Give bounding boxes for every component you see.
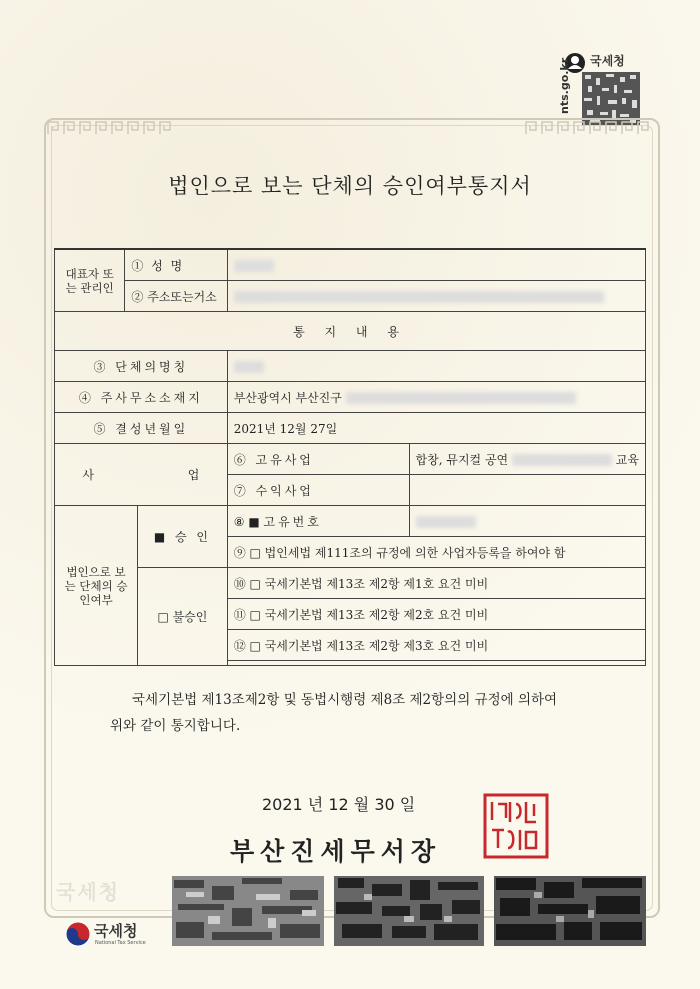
notice-heading: 통 지 내 용 (55, 312, 646, 351)
item8-value (409, 506, 645, 537)
footer-watermark: 국세청 (56, 880, 120, 904)
name-value (227, 249, 645, 281)
form-row-address (55, 281, 646, 312)
unique-business-text-end: 교육 (615, 452, 639, 467)
established-label: ⑤ 결성년월일 (55, 413, 228, 444)
form-row-established (55, 413, 646, 444)
meander-ornament-right (524, 120, 654, 136)
form-row-approval-10 (55, 568, 646, 599)
office-label: ④ 주사무소소재지 (55, 382, 228, 413)
approval-group-label: 법인으로 보는 단체의 승인여부 (55, 506, 138, 666)
item8-number: ⑧ (233, 514, 245, 529)
form-row-notice-heading (55, 312, 646, 351)
office-value (227, 382, 645, 413)
approval-spacer (227, 661, 645, 666)
item12: ⑫ □ 국세기본법 제13조 제2항 제3호 요건 미비 (227, 630, 645, 661)
form-row-office (55, 382, 646, 413)
unique-business-label: ⑥ 고유사업 (227, 444, 409, 475)
name-label: ① 성 명 (125, 249, 227, 281)
nts-logo-header (560, 48, 680, 126)
item8-label-cell (227, 506, 409, 537)
form-row-entity-name (55, 351, 646, 382)
tax-office-name: 부산진세무서장 (230, 837, 442, 866)
footer-agency-name: 국세청 (94, 922, 138, 940)
form-row-name (55, 249, 646, 281)
item8-label: 고유번호 (263, 514, 322, 529)
body-text (110, 687, 630, 739)
item11: ⑪ □ 국세기본법 제13조 제2항 제2호 요건 미비 (227, 599, 645, 630)
unique-business-text: 합창, 뮤지컬 공연 (415, 452, 509, 467)
business-label: 사 업 (55, 444, 228, 506)
established-value: 2021년 12월 27일 (227, 413, 645, 444)
entity-name-label: ③ 단체의명칭 (55, 351, 228, 382)
nts-logo-footer (64, 918, 174, 952)
item10: ⑩ □ 국세기본법 제13조 제2항 제1호 요건 미비 (227, 568, 645, 599)
profit-business-label: ⑦ 수익사업 (227, 475, 409, 506)
address-value (227, 281, 645, 312)
barcode-3-icon (494, 876, 646, 946)
item9: ⑨ □ 법인세법 제111조의 규정에 의한 사업자등록을 하여야 함 (227, 537, 645, 568)
rejected-label: □ 불승인 (138, 568, 228, 666)
entity-name-value (227, 351, 645, 382)
item8-checkbox-icon: ■ (248, 514, 260, 529)
body-text-line-1: 국세기본법 제13조제2항 및 동법시행령 제8조 제2항의의 규정에 의하여 (132, 692, 558, 708)
official-seal-icon (482, 792, 550, 860)
meander-ornament-left (46, 120, 176, 136)
unique-business-value (409, 444, 645, 475)
barcode-2-icon (334, 876, 484, 946)
address-label: ② 주소또는거소 (125, 281, 227, 312)
issue-date: 2021 년 12 월 30 일 (262, 795, 416, 814)
approved-label: ■ 승 인 (138, 506, 228, 568)
body-text-line-2: 위와 같이 통지합니다. (110, 718, 241, 734)
form-row-approval-8 (55, 506, 646, 537)
profit-business-value (409, 475, 645, 506)
footer-agency-name-en: National Tax Service (95, 940, 146, 946)
header-agency-name: 국세청 (590, 54, 625, 68)
header-agency-url: nts.go.kr (558, 57, 571, 114)
notice-form-table (54, 248, 646, 666)
representative-label: 대표자 또는 관리인 (55, 249, 125, 312)
office-value-text: 부산광역시 부산진구 (233, 390, 342, 405)
document-title: 법인으로 보는 단체의 승인여부통지서 (168, 174, 532, 198)
form-row-unique-business (55, 444, 646, 475)
barcode-1-icon (172, 876, 324, 946)
taegeuk-emblem-icon (64, 920, 92, 948)
